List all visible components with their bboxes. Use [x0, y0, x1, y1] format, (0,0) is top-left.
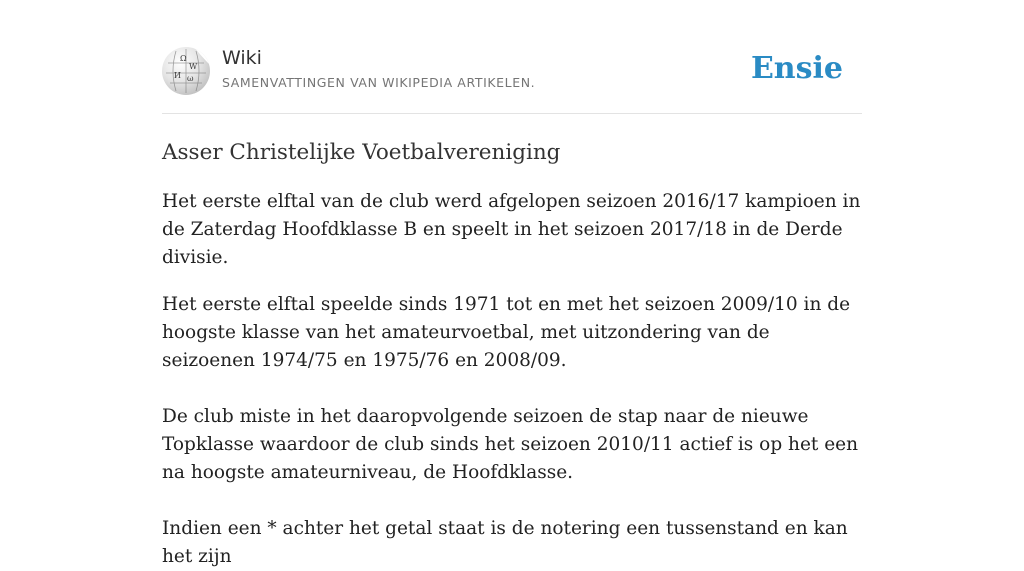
site-tagline: SAMENVATTINGEN VAN WIKIPEDIA ARTIKELEN. — [222, 75, 536, 90]
article-title: Asser Christelijke Voetbalvereniging — [162, 140, 561, 165]
svg-text:Ω: Ω — [180, 54, 187, 63]
svg-text:И: И — [174, 71, 181, 80]
svg-text:ω: ω — [187, 74, 194, 83]
article-paragraph: De club miste in het daaropvolgende seizoen de stap naar de nieuwe Topklasse waardoor de club sinds het seizoen 2010/11 actief is op het een na hoogste amateurniveau, de Hoofdklasse. — [162, 406, 859, 483]
paragraph-spacer — [162, 487, 862, 515]
site-header — [162, 0, 862, 114]
paragraph-spacer — [162, 375, 862, 403]
site-name[interactable]: Wiki — [222, 47, 262, 69]
page-container — [162, 0, 862, 571]
svg-text:W: W — [189, 62, 198, 71]
brand-logo-link[interactable]: Ensie — [750, 51, 843, 86]
article-paragraph: Indien een * achter het getal staat is de notering een tussenstand en kan het zijn — [162, 518, 848, 567]
article-paragraph: Het eerste elftal speelde sinds 1971 tot en met het seizoen 2009/10 in de hoogste klasse van het amateurvoetbal, met uitzondering van de seizoenen 1974/75 en 1975/76 en 2008/09. — [162, 294, 851, 371]
article-paragraph: Het eerste elftal van de club werd afgelopen seizoen 2016/17 kampioen in de Zaterdag Hoofdklasse B en speelt in het seizoen 2017/18 in de Derde divisie. — [162, 191, 861, 268]
wikipedia-globe-icon[interactable] — [162, 47, 210, 95]
